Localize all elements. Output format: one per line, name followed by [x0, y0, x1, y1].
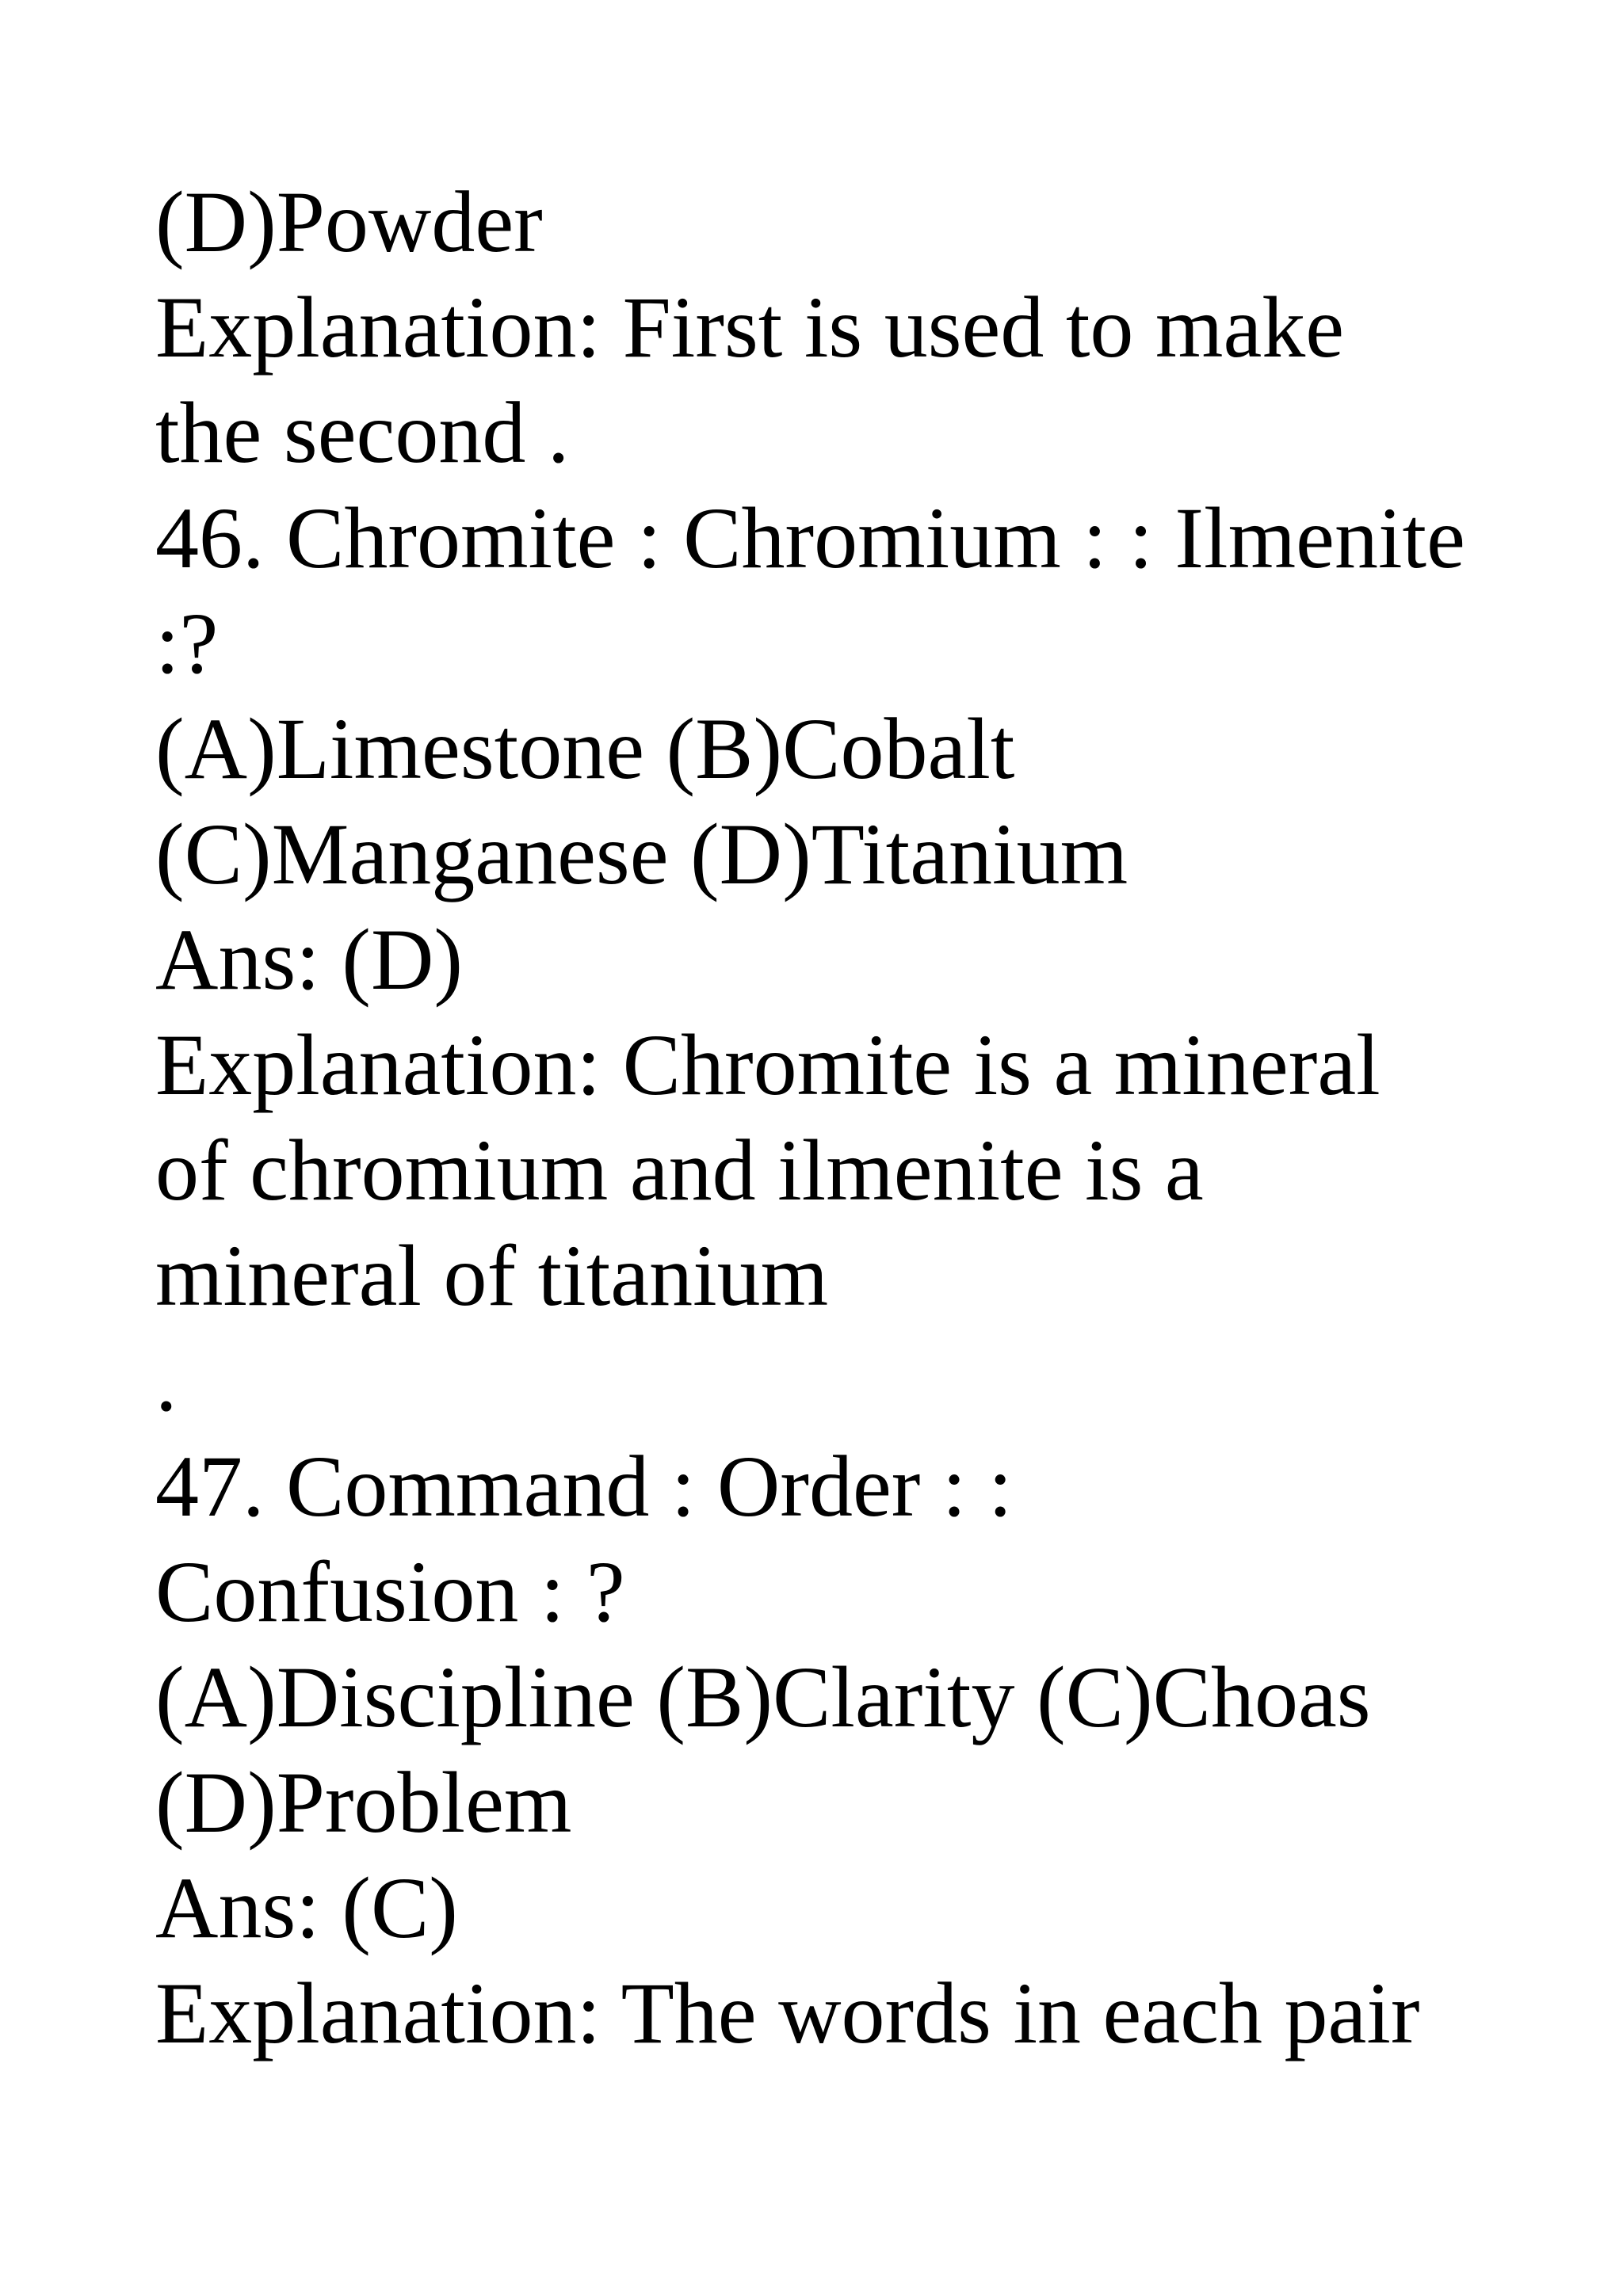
- explanation-47-line-1: Explanation: The words in each pair: [155, 1965, 1420, 2061]
- explanation-46-line-3: mineral of titanium: [155, 1227, 829, 1324]
- question-46-line-2: :?: [155, 595, 219, 692]
- explanation-46-period: .: [155, 1333, 178, 1429]
- question-47-answer: Ans: (C): [155, 1859, 458, 1956]
- question-46-answer: Ans: (D): [155, 911, 464, 1008]
- explanation-45-line-2: the second .: [155, 384, 570, 481]
- question-47-option-d: (D)Problem: [155, 1754, 572, 1851]
- option-d-powder: (D)Powder: [155, 174, 543, 270]
- document-body: [155, 170, 1582, 2066]
- question-47-options-a-c: (A)Discipline (B)Clarity (C)Choas: [155, 1649, 1371, 1745]
- explanation-46-line-2: of chromium and ilmenite is a: [155, 1122, 1204, 1219]
- question-47-line-2: Confusion : ?: [155, 1543, 625, 1640]
- explanation-45-line-1: Explanation: First is used to make: [155, 279, 1345, 376]
- question-46-options-a-b: (A)Limestone (B)Cobalt: [155, 700, 1015, 797]
- question-47-line-1: 47. Command : Order : :: [155, 1438, 1013, 1535]
- question-46-options-c-d: (C)Manganese (D)Titanium: [155, 806, 1128, 902]
- question-46-line-1: 46. Chromite : Chromium : : Ilmenite: [155, 490, 1465, 586]
- explanation-46-line-1: Explanation: Chromite is a mineral: [155, 1016, 1381, 1113]
